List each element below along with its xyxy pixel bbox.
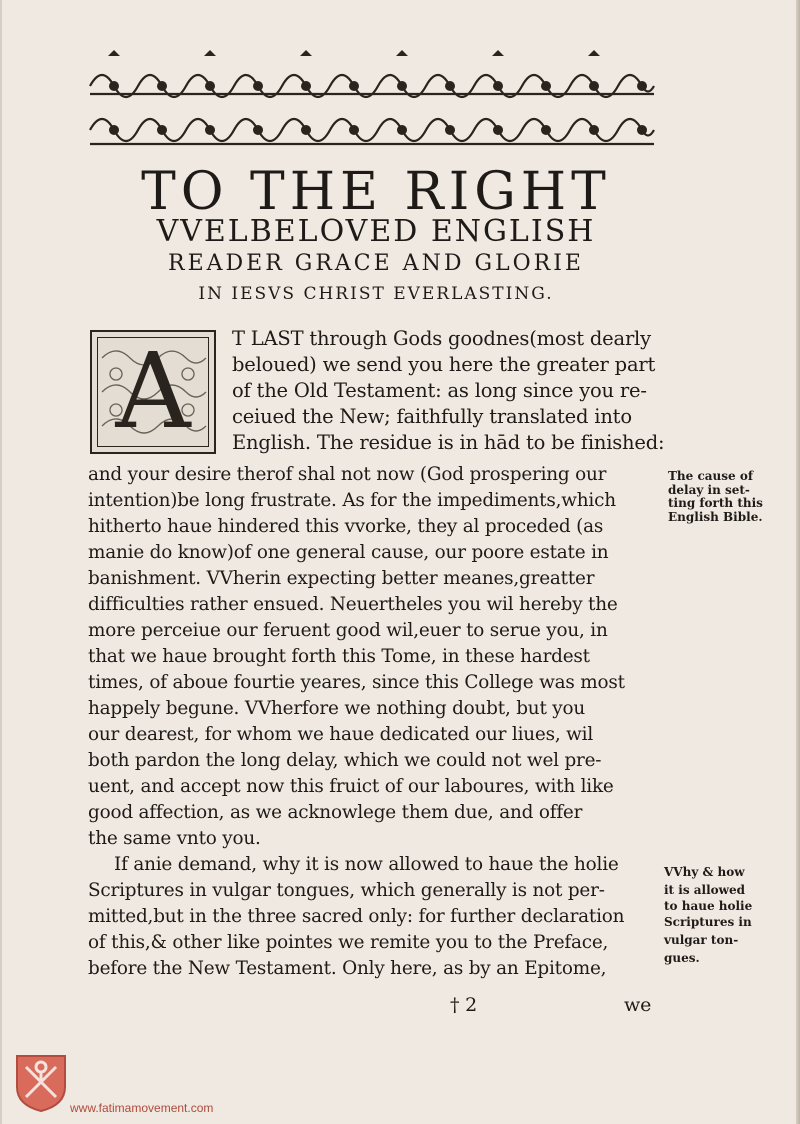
body-line: that we haue brought forth this Tome, in these hardest [88,646,590,667]
heading-line-3: READER GRACE AND GLORIE [168,251,584,276]
body-line: manie do know)of one general cause, our poore estate in [88,542,609,563]
body-line: of this,& other like pointes we remite you to the Preface, [88,932,609,953]
margin-note-line: delay in set- [668,483,750,497]
heading-line-1: TO THE RIGHT [141,162,611,222]
body-line: intention)be long frustrate. As for the impediments,which [88,490,616,511]
body-line: hitherto haue hindered this vvorke, they al proceded (as [88,516,604,537]
body-line: our dearest, for whom we haue dedicated our liues, wil [88,724,594,745]
body-line: of the Old Testament: as long since you re- [232,379,647,402]
margin-note-line: Scriptures in [664,915,752,929]
body-line: good affection, as we acknowlege them due, and offer [88,802,583,823]
page-edge-right [796,0,800,1124]
body-line: the same vnto you. [88,828,261,849]
body-line: ceiued the New; faithfully translated into [232,405,632,428]
catchword: we [624,994,652,1016]
body-line: English. The residue is in hād to be finished: [232,431,665,454]
initial-letter: A [115,330,191,452]
body-line: Scriptures in vulgar tongues, which generally is not per- [88,880,605,901]
body-line: happely begune. VVherfore we nothing doubt, but you [88,698,585,719]
body-line: more perceiue our feruent good wil,euer to serue you, in [88,620,608,641]
body-line: and your desire therof shal not now (God prospering our [88,464,607,485]
body-line: mitted,but in the three sacred only: for further declaration [88,906,625,927]
margin-note-line: The cause of [668,469,754,483]
margin-note-line: gues. [664,951,700,965]
margin-note-line: VVhy & how [664,865,745,879]
margin-note-line: to haue holie [664,899,753,913]
margin-note-line: vulgar ton- [664,933,739,947]
fatima-movement-logo [14,1053,68,1113]
body-line: uent, and accept now this fruict of our laboures, with like [88,776,614,797]
ornamental-headpiece [84,48,660,160]
body-line: both pardon the long delay, which we could not wel pre- [88,750,602,771]
margin-note-line: it is allowed [664,883,746,897]
body-line: times, of aboue fourtie yeares, since this College was most [88,672,625,693]
margin-note-line: English Bible. [668,510,763,524]
body-line: banishment. VVherin expecting better meanes,greatter [88,568,595,589]
body-line: If anie demand, why it is now allowed to haue the holie [114,854,619,875]
page-edge-left [0,0,2,1124]
body-line: difficulties rather ensued. Neuertheles you wil hereby the [88,594,618,615]
body-line: T LAST through Gods goodnes(most dearly [232,327,651,350]
signature-mark: † 2 [450,994,478,1016]
body-line: beloued) we send you here the greater part [232,353,656,376]
heading-line-4: IN IESVS CHRIST EVERLASTING. [198,284,554,304]
body-line: before the New Testament. Only here, as by an Epitome, [88,958,607,979]
decorated-initial [90,330,216,454]
heading-line-2: VVELBELOVED ENGLISH [156,214,596,249]
watermark-url[interactable]: www.fatimamovement.com [70,1101,214,1115]
margin-note-line: ting forth this [668,496,763,510]
